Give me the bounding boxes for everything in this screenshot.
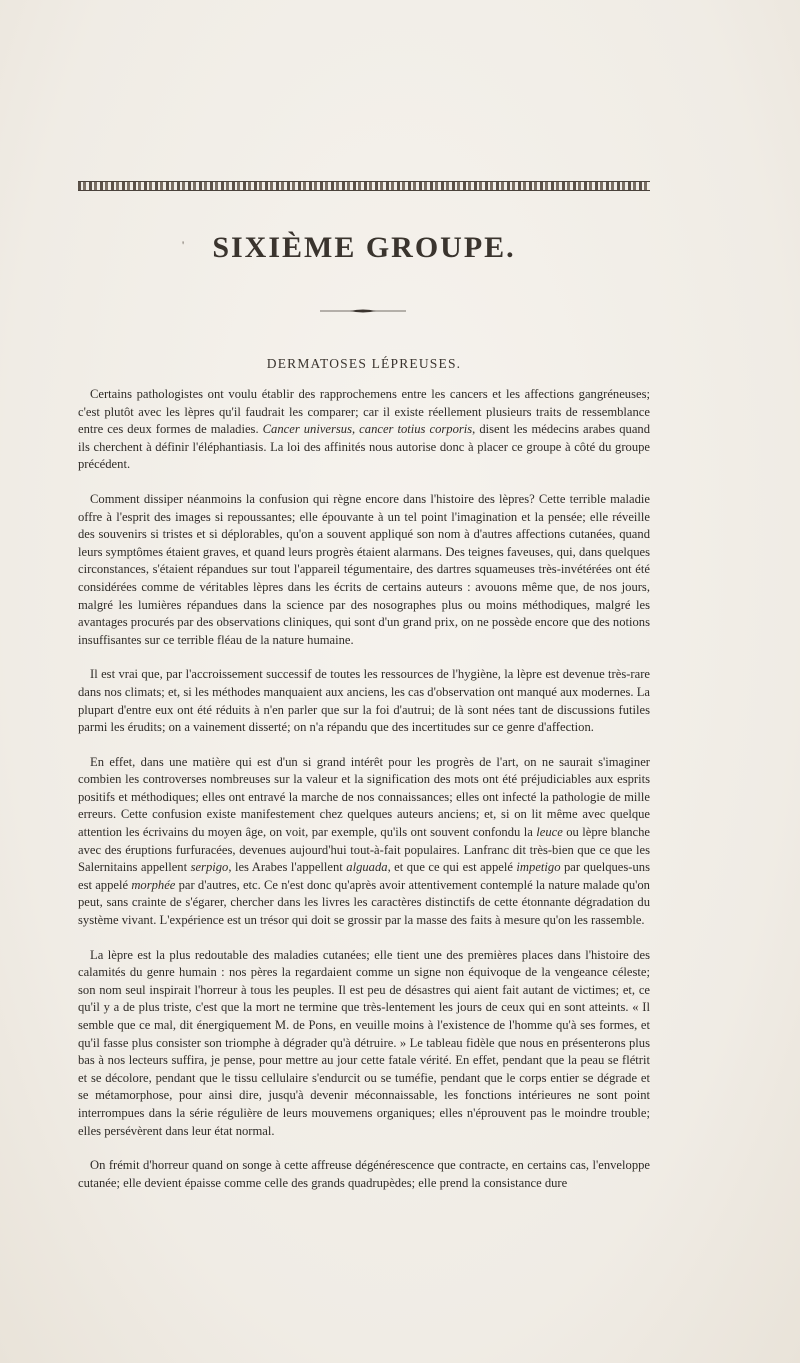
section-subtitle: DERMATOSES LÉPREUSES.: [266, 356, 462, 371]
body-text: [78, 386, 650, 1209]
italic-term: Cancer universus, cancer totius corporis: [262, 422, 473, 437]
section-title: SIXIÈME GROUPE.: [212, 231, 516, 264]
text-run: La lèpre est la plus redoutable des maladies cutanées; elle tient une des premières places dans l'histoire des calamités du genre humain : nos pères la regardaient comme un signe non équivoque de la vengeance céleste; son nom seul inspirait l'horreur à tous les peuples. Il est peu de désastres qui aient fait autant de victimes; et, ce qu'il y a de plus triste, c'est que la mort ne termine que très-lentement les jours de ceux qui en sont atteints. « Il semble que ce mal, dit énergiquement M. de Pons, en veuille moins à l'existence de l'homme qu'à ses formes, et qu'il fasse plus consister son triomphe à dégrader qu'à détruire. » Le tableau fidèle que nous en présenterons plus bas à nos lecteurs suffira, je pense, pour mettre au jour cette fatale vérité. En effet, pendant que la peau se flétrit et se décolore, pendant que le tissu cellulaire s'endurcit ou se tuméfie, pendant que le corps entier se dégrade et se métamorphose, pour ainsi dire, jusqu'à devenir méconnaissable, les fonctions intérieures ne sont point interrompues dans la série régulière de leurs mouvemens organiques; elles n'éprouvent pas le moindre trouble; elles persévèrent dans leur état normal.: [78, 947, 650, 1138]
text-run: , et que ce qui est appelé: [387, 860, 517, 875]
paragraph: [78, 947, 650, 1141]
text-run: par quelques-uns est appelé: [78, 860, 650, 892]
paragraph: [78, 666, 650, 736]
paragraph: [78, 386, 650, 474]
text-run: On frémit d'horreur quand on songe à cette affreuse dégénérescence que contracte, en certains cas, l'enveloppe cutanée; elle devient épaisse comme celle des grands quadrupèdes; elle prend la consistance dure: [78, 1158, 650, 1190]
italic-term: leuce: [536, 825, 563, 840]
paragraph: [78, 754, 650, 930]
italic-term: impetigo: [516, 860, 561, 875]
ornamental-rule: [320, 308, 406, 312]
paragraph: [78, 491, 650, 649]
text-run: par d'autres, etc. Ce n'est donc qu'après avoir attentivement contemplé la nature malade qu'on peut, sans crainte de s'égarer, chercher dans les livres les caractères distinctifs de cette étonnante dégradation du système vivant. L'expérience est un trésor qui doit se grossir par la masse des faits à mesure qu'on les rassemble.: [78, 877, 650, 928]
stray-mark: ': [182, 238, 185, 252]
text-run: Comment dissiper néanmoins la confusion qui règne encore dans l'histoire des lèpres? Cette terrible maladie offre à l'esprit des images si repoussantes; elle épouvante à un tel point l'imagination et la pensée; elle réveille des souvenirs si tristes et si déplorables, qu'on a souvent appliqué son nom à d'autres affections cutanées, quand leurs symptômes étaient graves, et quand leurs progrès étaient alarmans. Des teignes faveuses, qui, dans quelques circonstances, s'étaient répandues sur tout l'appareil tégumentaire, des dartres squameuses très-invétérées ont été considérées comme de véritables lèpres dans les écrits de certains auteurs : avouons même que, de nos jours, malgré les lumières répandues dans la science par des nosographes plus ou moins méthodiques, malgré les avantages procurés par des observations cliniques, qui sont d'un grand prix, on ne possède encore que des notions insuffisantes sur ce terrible fléau de la nature humaine.: [78, 491, 650, 647]
italic-term: morphée: [131, 877, 176, 892]
text-run: , les Arabes l'appellent: [228, 860, 347, 875]
decorative-border: [78, 181, 650, 191]
text-run: ou lèpre blanche avec des éruptions furfuracées, devenues aujourd'hui tout-à-fait populaires. Lanfranc dit très-bien que ce que les Salernitains appellent: [78, 825, 650, 875]
text-run: En effet, dans une matière qui est d'un si grand intérêt pour les progrès de l'art, on ne saurait s'imaginer combien les controverses nombreuses sur la valeur et la signification des mots ont été préjudiciables aux esprits positifs et méthodiques; elles ont entravé la marche de nos connaissances; elles ont infecté la pathologie de mille erreurs. Cette confusion existe manifestement chez quelques auteurs anciens; et, si on lit même avec quelque attention les écrivains du moyen âge, on voit, par exemple, qu'ils ont souvent confondu la: [78, 754, 650, 840]
text-run: Il est vrai que, par l'accroissement successif de toutes les ressources de l'hygiène, la lèpre est devenue très-rare dans nos climats; et, si les méthodes manquaient aux anciens, les cas d'observation ont manqué aux modernes. La plupart d'entre eux ont été réduits à n'en parler que sur la foi d'autrui; de là sont nées tant de discussions futiles parmi les érudits; on a vainement disserté; on n'a répandu que des incertitudes sur ce genre d'affection.: [78, 667, 650, 735]
italic-term: alguada: [346, 860, 388, 875]
paragraph: [78, 1157, 650, 1192]
italic-term: serpigo: [190, 860, 229, 875]
text-run: Certains pathologistes ont voulu établir des rapprochemens entre les cancers et les affections gangréneuses; c'est plutôt avec les lèpres qu'il faudrait les comparer; car il existe réellement plusieurs traits de ressemblance entre ces deux formes de maladies.: [78, 387, 650, 437]
text-run: , disent les médecins arabes quand ils cherchent à définir l'éléphantiasis. La loi des affinités nous autorise donc à placer ce groupe à côté du groupe précédent.: [78, 422, 651, 472]
